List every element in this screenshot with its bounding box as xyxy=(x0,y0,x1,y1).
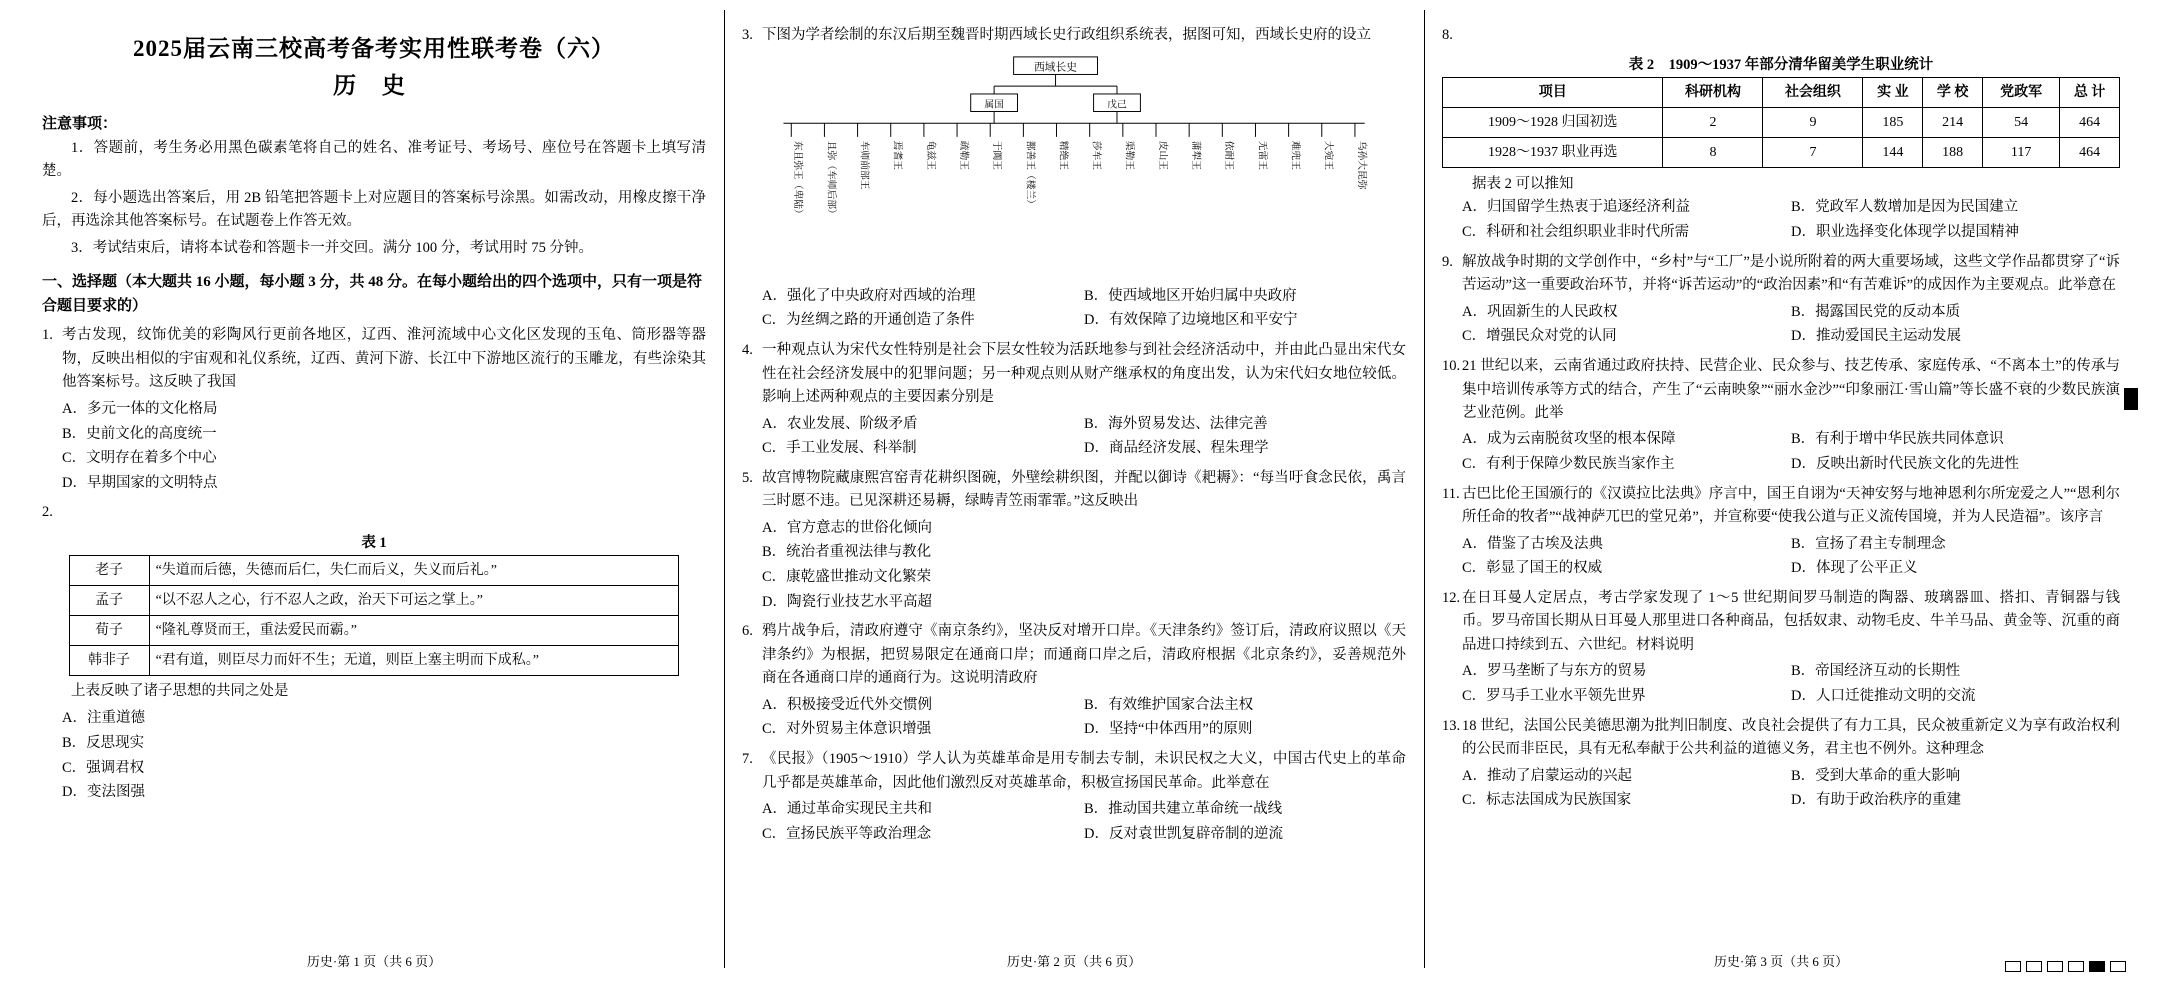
cell: 464 xyxy=(2060,108,2120,138)
mark-box xyxy=(2047,961,2063,972)
row-label: 1909～1928 归国初选 xyxy=(1443,108,1663,138)
question-2-lead: 上表反映了诸子思想的共同之处是 xyxy=(71,682,289,699)
question-number: 10. xyxy=(1442,358,1461,375)
western-regions-org-diagram xyxy=(762,53,1386,277)
question-stem: 故宫博物院藏康熙宫窑青花耕织图碗，外壁绘耕织图，并配以御诗《耙耨》：“每当吁食念民依，禹言三时愿不违。已见深耕还易耨，绿畴青笠雨霏霏。”这反映出 xyxy=(762,469,1406,510)
table-1 xyxy=(69,555,680,676)
question-13-options xyxy=(1442,764,2120,813)
question-13 xyxy=(1442,715,2120,762)
svg-text:且弥（车师后部）: 且弥（车师后部） xyxy=(825,141,837,220)
page-subject: 历 史 xyxy=(333,73,415,98)
scan-registration-marks xyxy=(2005,961,2126,972)
question-stem xyxy=(62,501,706,524)
col-header-research: 科研机构 xyxy=(1663,78,1763,108)
table-row xyxy=(1443,138,2120,168)
option-d[interactable]: D．反映出新时代民族文化的先进性 xyxy=(1791,456,2019,473)
question-stem xyxy=(1462,24,2120,47)
option-a[interactable]: A．强化了中央政府对西域的治理 xyxy=(762,287,976,304)
cell: 188 xyxy=(1923,138,1983,168)
col-header-total: 总 计 xyxy=(2060,78,2120,108)
table-cell-quote: “隆礼尊贤而王，重法爱民而霸。” xyxy=(149,615,679,645)
notice-item-1: 1．答题前，考生务必用黑色碳素笔将自己的姓名、准考证号、考场号、座位号在答题卡上填写清楚。 xyxy=(42,140,706,180)
option-a[interactable]: A．归国留学生热衷于追逐经济利益 xyxy=(1462,199,1690,216)
option-d[interactable]: D．反对袁世凯复辟帝制的逆流 xyxy=(1084,825,1283,842)
question-6 xyxy=(742,620,1406,690)
option-c[interactable]: C．彰显了国王的权威 xyxy=(1462,560,1603,577)
mark-box xyxy=(2026,961,2042,972)
col-header-school: 学 校 xyxy=(1923,78,1983,108)
section-heading-choice: 一、选择题（本大题共 16 小题，每小题 3 分，共 48 分。在每小题给出的四个选项中，只有一项是符合题目要求的） xyxy=(42,274,703,315)
option-d[interactable]: D．有效保障了边境地区和平安宁 xyxy=(1084,312,1298,329)
svg-text:难兜王: 难兜王 xyxy=(1289,141,1301,171)
cell: 2 xyxy=(1663,108,1763,138)
page-column-3 xyxy=(1424,18,2138,978)
question-stem: 解放战争时期的文学创作中，“乡村”与“工厂”是小说所附着的两大重要场域，这些文学作品都贯穿了“诉苦运动”这一重要政治环节，并将“诉苦运动”的“政治因素”和“有苦难诉”的成因作为主要观点。此举意在 xyxy=(1462,253,2120,294)
question-number: 9. xyxy=(1442,253,1453,270)
svg-text:西域长史: 西域长史 xyxy=(1034,62,1077,75)
table-cell-quote: “以不忍人之心，行不忍人之政，治天下可运之掌上。” xyxy=(149,585,679,615)
option-c[interactable]: C．手工业发展、科举制 xyxy=(762,440,917,457)
svg-text:无雷王: 无雷王 xyxy=(1256,141,1268,171)
question-6-options xyxy=(742,693,1406,742)
option-b[interactable]: B．海外贸易发达、法律完善 xyxy=(1084,415,1268,432)
question-8-options xyxy=(1442,195,2120,244)
option-a[interactable]: A．借鉴了古埃及法典 xyxy=(1462,535,1603,552)
question-11 xyxy=(1442,483,2120,530)
question-stem: 《民报》（1905～1910）学人认为英雄革命是用专制去专制，未识民权之大义，中国古代史上的革命几乎都是英雄革命，因此他们激烈反对英雄革命，积极宣扬国民革命。此举意在 xyxy=(762,751,1406,791)
question-stem: 在日耳曼人定居点，考古学家发现了 1～5 世纪期间罗马制造的陶器、玻璃器皿、搭扣、青铜器与钱币。罗马帝国长期从日耳曼人那里进口各种商品，包括奴隶、动物毛皮、牛羊马品、黄金等、沉重的商品进口持续到五、六世纪。材料说明 xyxy=(1462,590,2120,653)
cell: 8 xyxy=(1663,138,1763,168)
option-d[interactable]: D．体现了公平正义 xyxy=(1791,560,1918,577)
notice-item-3: 3．考试结束后，请将本试卷和答题卡一并交回。满分 100 分，考试用时 75 分钟。 xyxy=(71,239,593,256)
question-3 xyxy=(742,24,1406,47)
notice-heading: 注意事项： xyxy=(42,116,118,132)
cell: 214 xyxy=(1923,108,1983,138)
option-d[interactable]: D．陶瓷行业技艺水平高超 xyxy=(762,593,932,610)
svg-text:鄯善王（楼兰）: 鄯善王（楼兰） xyxy=(1024,141,1036,210)
option-d[interactable]: D．商品经济发展、程朱理学 xyxy=(1084,440,1269,457)
question-8-lead: 据表 2 可以推知 xyxy=(1472,176,1574,193)
svg-text:疏勒王: 疏勒王 xyxy=(957,141,969,171)
col-header-social: 社会组织 xyxy=(1763,78,1863,108)
question-stem: 古巴比伦王国颁行的《汉谟拉比法典》序言中，国王自诩为“天神安努与地神恩利尔所宠爱之人”“恩利尔所任命的牧者”“战神萨兀巴的堂兄弟”，并宣称要“使我公道与正义流传国境，并为人民造福”。该序言 xyxy=(1462,485,2120,526)
cell: 9 xyxy=(1763,108,1863,138)
option-b[interactable]: B．受到大革命的重大影响 xyxy=(1791,767,1961,784)
table-row xyxy=(69,555,679,585)
option-d[interactable]: D．人口迁徙推动文明的交流 xyxy=(1791,688,1976,705)
question-number: 7. xyxy=(742,751,753,768)
option-a[interactable]: A．多元一体的文化格局 xyxy=(62,400,218,417)
table-cell-label: 荀子 xyxy=(69,615,149,645)
question-number: 11. xyxy=(1442,485,1460,502)
mark-box xyxy=(2110,961,2126,972)
question-5 xyxy=(742,467,1406,514)
question-number: 6. xyxy=(742,623,753,640)
question-10 xyxy=(1442,355,2120,425)
option-c[interactable]: C．增强民众对党的认同 xyxy=(1462,328,1617,345)
question-number: 5. xyxy=(742,469,753,486)
question-9 xyxy=(1442,251,2120,298)
option-d[interactable]: D．变法图强 xyxy=(62,784,145,801)
option-b[interactable]: B．推动国共建立革命统一战线 xyxy=(1084,801,1283,818)
svg-text:车师前部王: 车师前部王 xyxy=(858,141,870,191)
question-4 xyxy=(742,339,1406,409)
option-c[interactable]: C．康乾盛世推动文化繁荣 xyxy=(762,569,932,586)
question-7 xyxy=(742,748,1406,795)
svg-text:东且弥王（卑陆）: 东且弥王（卑陆） xyxy=(792,141,804,220)
edge-registration-mark xyxy=(2124,388,2138,410)
table-row xyxy=(69,615,679,645)
table-1-caption: 表 1 xyxy=(361,534,387,551)
option-b[interactable]: B．揭露国民党的反动本质 xyxy=(1791,303,1961,320)
row-label: 1928～1937 职业再选 xyxy=(1443,138,1663,168)
option-a[interactable]: A．农业发展、阶级矛盾 xyxy=(762,415,918,432)
svg-text:莎车王: 莎车王 xyxy=(1090,141,1102,171)
question-4-options xyxy=(742,412,1406,461)
svg-text:焉耆王: 焉耆王 xyxy=(891,141,903,171)
table-row xyxy=(69,645,679,675)
option-c[interactable]: C．标志法国成为民族国家 xyxy=(1462,792,1632,809)
mark-box-filled xyxy=(2089,961,2105,972)
option-b[interactable]: B．史前文化的高度统一 xyxy=(62,425,217,442)
question-1 xyxy=(42,324,706,394)
table-2-caption: 表 2 1909～1937 年部分清华留美学生职业统计 xyxy=(1628,57,1934,74)
page-footer-3: 历史·第 3 页（共 6 页） xyxy=(1713,954,1849,969)
question-number: 1. xyxy=(42,327,53,344)
option-d[interactable]: D．推动爱国民主运动发展 xyxy=(1791,328,1961,345)
page-footer-1: 历史·第 1 页（共 6 页） xyxy=(306,954,442,969)
table-cell-label: 韩非子 xyxy=(69,645,149,675)
svg-text:蒲犁王: 蒲犁王 xyxy=(1189,141,1201,171)
option-c[interactable]: C．强调君权 xyxy=(62,759,145,776)
question-8 xyxy=(1442,24,2120,47)
question-12 xyxy=(1442,587,2120,657)
question-number: 4. xyxy=(742,342,753,359)
option-a[interactable]: A．通过革命实现民主共和 xyxy=(762,801,932,818)
option-a[interactable]: A．推动了启蒙运动的兴起 xyxy=(1462,767,1632,784)
question-stem: 21 世纪以来，云南省通过政府扶持、民营企业、民众参与、技艺传承、家庭传承、“不离本土”的传承与集中培训传承等方式的结合，产生了“云南映象”“丽水金沙”“印象丽江·雪山篇”等长盛不衰的少数民族演艺业范例。此举 xyxy=(1462,358,2120,421)
cell: 185 xyxy=(1863,108,1923,138)
option-d[interactable]: D．有助于政治秩序的重建 xyxy=(1791,792,1961,809)
svg-text:龟兹王: 龟兹王 xyxy=(924,141,936,171)
question-1-options xyxy=(42,397,706,496)
option-c[interactable]: C．宣扬民族平等政治理念 xyxy=(762,825,932,842)
svg-text:精绝王: 精绝王 xyxy=(1057,141,1069,171)
page-footer-2: 历史·第 2 页（共 6 页） xyxy=(1006,954,1142,969)
option-c[interactable]: C．文明存在着多个中心 xyxy=(62,450,217,467)
question-7-options xyxy=(742,797,1406,846)
mark-box xyxy=(2068,961,2084,972)
col-header-party-military: 党政军 xyxy=(1983,78,2060,108)
question-number: 12. xyxy=(1442,590,1461,606)
option-b[interactable]: B．帝国经济互动的长期性 xyxy=(1791,663,1961,680)
question-stem: 考古发现，纹饰优美的彩陶风行更前各地区，辽西、淮河流域中心文化区发现的玉龟、筒形器等器物，反映出相似的宇宙观和礼仪系统，辽西、黄河下游、长江中下游地区流行的玉雕龙，有些涂染其他答案标号。这反映了我国 xyxy=(62,327,706,391)
table-2 xyxy=(1442,77,2120,168)
option-a[interactable]: A．官方意志的世俗化倾向 xyxy=(762,519,932,536)
page-title: 2025届云南三校高考备考实用性联考卷（六） xyxy=(133,36,615,61)
question-5-options xyxy=(742,516,1406,615)
question-9-options xyxy=(1442,300,2120,349)
question-2-options xyxy=(42,706,706,805)
table-cell-quote: “君有道，则臣尽力而奸不生；无道，则臣上塞主明而下成私。” xyxy=(149,645,679,675)
svg-text:戊己: 戊己 xyxy=(1107,100,1127,112)
cell: 54 xyxy=(1983,108,2060,138)
option-b[interactable]: B．有利于增中华民族共同体意识 xyxy=(1791,431,2004,448)
question-12-options xyxy=(1442,659,2120,708)
question-stem: 一种观点认为宋代女性特别是社会下层女性较为活跃地参与到社会经济活动中，并由此凸显出宋代女性在社会经济发展中的犯罪问题；另一种观点则从财产继承权的角度出发，认为宋代妇女地位较低。影响上述两种观点的主要因素分别是 xyxy=(762,342,1406,406)
question-number: 13. xyxy=(1442,717,1461,734)
option-a[interactable]: A．积极接受近代外交惯例 xyxy=(762,696,932,713)
svg-text:乌孙大昆弥: 乌孙大昆弥 xyxy=(1355,141,1367,191)
question-3-options xyxy=(742,284,1406,333)
option-b[interactable]: B．宣扬了君主专制理念 xyxy=(1791,535,1946,552)
option-d[interactable]: D．坚持“中体西用”的原则 xyxy=(1084,721,1253,738)
page-column-1 xyxy=(24,18,724,978)
svg-text:属国: 属国 xyxy=(984,100,1004,112)
option-d[interactable]: D．职业选择变化体现学以提国精神 xyxy=(1791,224,2019,241)
col-header-item: 项目 xyxy=(1443,78,1663,108)
question-stem: 鸦片战争后，清政府遵守《南京条约》，坚决反对增开口岸。《天津条约》签订后，清政府议照以《天津条约》为根据，把贸易限定在通商口岸；而通商口岸之后，清政府根据《北京条约》，妥善规范外商在各通商口岸的通商行为。这说明清政府 xyxy=(762,623,1406,687)
cell: 144 xyxy=(1863,138,1923,168)
page-column-2 xyxy=(724,18,1424,978)
svg-text:依耐王: 依耐王 xyxy=(1223,141,1235,171)
option-b[interactable]: B．统治者重视法律与教化 xyxy=(762,544,932,561)
question-10-options xyxy=(1442,427,2120,476)
question-number: 2. xyxy=(42,504,53,521)
question-number: 3. xyxy=(742,27,753,43)
option-c[interactable]: C．有利于保障少数民族当家作主 xyxy=(1462,456,1675,473)
table-cell-label: 孟子 xyxy=(69,585,149,615)
mark-box xyxy=(2005,961,2021,972)
table-cell-quote: “失道而后德，失德而后仁，失仁而后义，失义而后礼。” xyxy=(149,555,679,585)
option-a[interactable]: A．成为云南脱贫攻坚的根本保障 xyxy=(1462,431,1676,448)
table-row xyxy=(69,585,679,615)
table-row xyxy=(1443,108,2120,138)
option-b[interactable]: B．党政军人数增加是因为民国建立 xyxy=(1791,199,2019,216)
option-a[interactable]: A．注重道德 xyxy=(62,710,145,727)
question-stem: 下图为学者绘制的东汉后期至魏晋时期西域长史行政组织系统表，据图可知，西域长史府的设立 xyxy=(762,27,1371,43)
question-2 xyxy=(42,501,706,524)
option-d[interactable]: D．早期国家的文明特点 xyxy=(62,474,218,491)
table-header-row xyxy=(1443,78,2120,108)
svg-text:渠勒王: 渠勒王 xyxy=(1123,141,1135,171)
svg-text:于阗王: 于阗王 xyxy=(991,141,1003,171)
cell: 117 xyxy=(1983,138,2060,168)
col-header-industry: 实 业 xyxy=(1863,78,1923,108)
option-c[interactable]: C．罗马手工业水平领先世界 xyxy=(1462,688,1646,705)
svg-text:皮山王: 皮山王 xyxy=(1156,141,1168,171)
question-number: 8. xyxy=(1442,27,1453,43)
option-b[interactable]: B．使西域地区开始归属中央政府 xyxy=(1084,287,1297,304)
option-a[interactable]: A．罗马垄断了与东方的贸易 xyxy=(1462,663,1647,680)
cell: 464 xyxy=(2060,138,2120,168)
notice-item-2: 2．每小题选出答案后，用 2B 铅笔把答题卡上对应题目的答案标号涂黑。如需改动，用橡皮擦干净后，再选涂其他答案标号。在试题卷上作答无效。 xyxy=(42,189,706,230)
question-stem: 18 世纪，法国公民美德思潮为批判旧制度、改良社会提供了有力工具，民众被重新定义为享有政治权利的公民而非臣民，具有无私奉献于公共利益的道德义务，君主也不例外。这种理念 xyxy=(1462,717,2120,758)
option-c[interactable]: C．为丝绸之路的开通创造了条件 xyxy=(762,312,975,329)
option-a[interactable]: A．巩固新生的人民政权 xyxy=(1462,303,1618,320)
option-c[interactable]: C．科研和社会组织职业非时代所需 xyxy=(1462,224,1690,241)
option-b[interactable]: B．有效维护国家合法主权 xyxy=(1084,696,1254,713)
table-cell-label: 老子 xyxy=(69,555,149,585)
option-c[interactable]: C．对外贸易主体意识增强 xyxy=(762,721,932,738)
svg-text:大宛王: 大宛王 xyxy=(1322,141,1334,171)
cell: 7 xyxy=(1763,138,1863,168)
question-11-options xyxy=(1442,532,2120,581)
option-b[interactable]: B．反思现实 xyxy=(62,735,145,752)
